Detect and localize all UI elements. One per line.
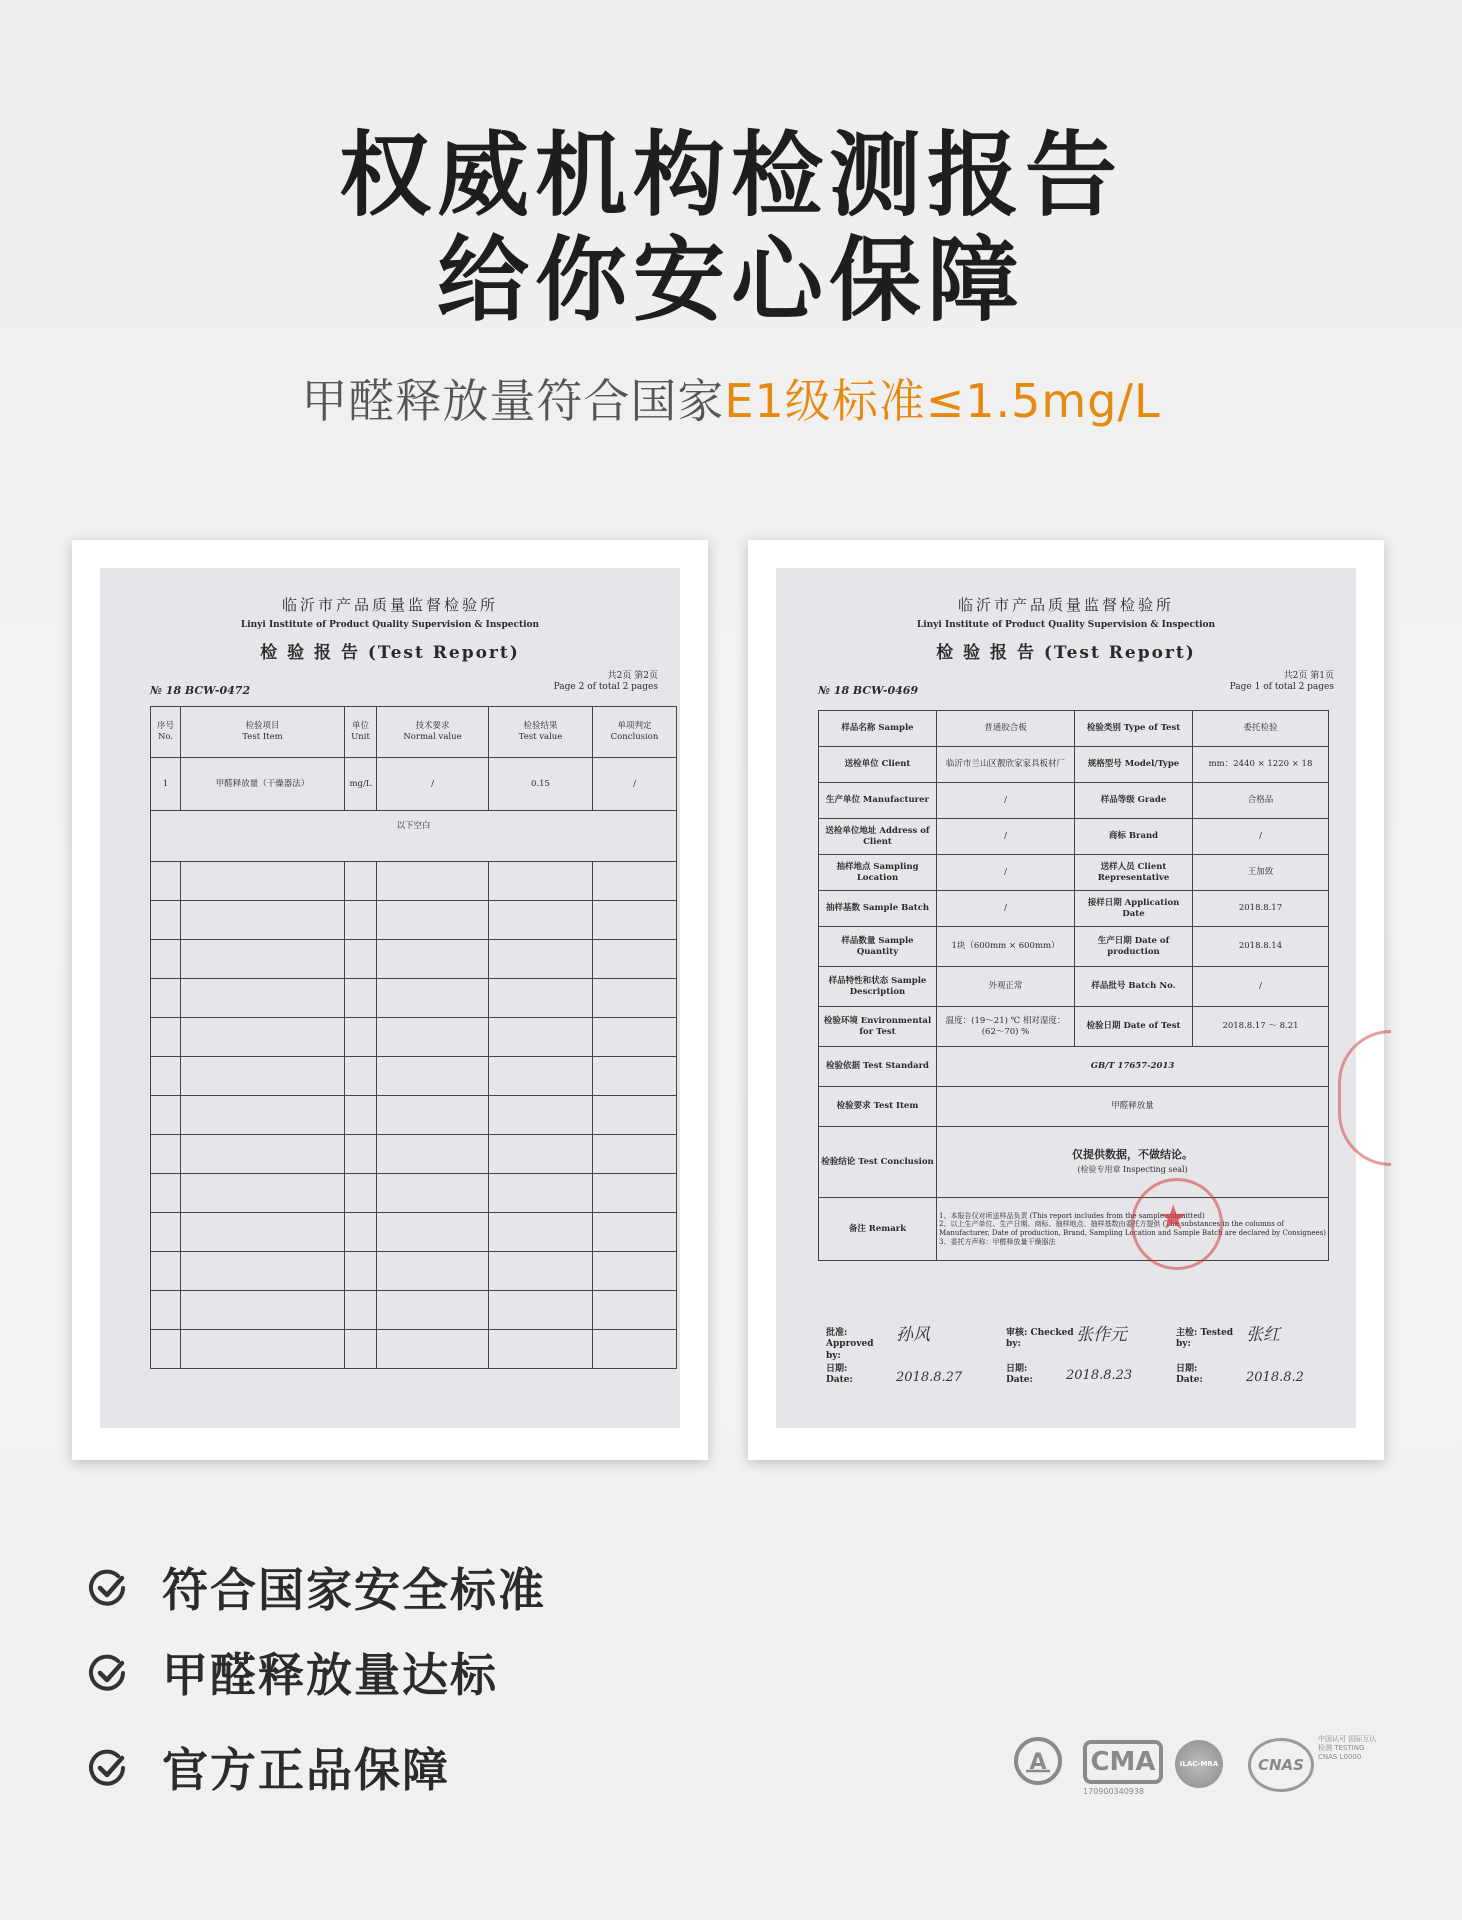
checked-label: 审核: Checked by: bbox=[1006, 1328, 1074, 1350]
remark-line: 2、以上生产单位、生产日期、商标、抽样地点、抽样基数由委托方提供 (The substances in the columns of Manufacturer, Date of production, Brand, Sampling Location and Sample Batch are declared by Consignees) bbox=[939, 1220, 1326, 1237]
blank-row bbox=[151, 979, 677, 1018]
checked-signature: 张作元 bbox=[1076, 1325, 1127, 1345]
report-title: 检 验 报 告 (Test Report) bbox=[936, 643, 1196, 663]
check-circle-icon bbox=[88, 1568, 128, 1608]
blank-row bbox=[151, 862, 677, 901]
report-card-right bbox=[748, 540, 1384, 1460]
check-circle-icon bbox=[88, 1748, 128, 1788]
page-subtitle: 给你安心保障 bbox=[436, 227, 1025, 334]
blank-row bbox=[151, 1174, 677, 1213]
blank-row bbox=[151, 1018, 677, 1057]
table-row: 送检单位 Client 临沂市兰山区靓欣家家具板材厂 规格型号 Model/Type mm：2440 × 1220 × 18 bbox=[819, 747, 1329, 783]
blank-note: 以下空白 bbox=[151, 811, 677, 862]
check-circle-icon bbox=[88, 1653, 128, 1693]
header-cell: 检验项目 Test Item bbox=[181, 707, 345, 758]
blank-row bbox=[151, 940, 677, 979]
report-card-left bbox=[72, 540, 708, 1460]
page-count-en: Page 1 of total 2 pages bbox=[1229, 682, 1334, 692]
blank-row bbox=[151, 1057, 677, 1096]
checked-date: 2018.8.23 bbox=[1066, 1368, 1133, 1383]
approved-signature: 孙风 bbox=[896, 1325, 930, 1345]
tested-label: 主检: Tested by: bbox=[1176, 1328, 1234, 1350]
star-icon: ★ bbox=[1158, 1198, 1189, 1238]
cma-number: 170900340938 bbox=[1083, 1787, 1145, 1796]
page-count-en: Page 2 of total 2 pages bbox=[553, 682, 658, 692]
cal-logo bbox=[1010, 1735, 1066, 1791]
feature-text: 官方正品保障 bbox=[162, 1743, 450, 1797]
table-row: 样品数量 Sample Quantity 1块（600mm × 600mm） 生产日期 Date of production 2018.8.14 bbox=[819, 927, 1329, 967]
institute-name-en: Linyi Institute of Product Quality Supervision & Inspection bbox=[240, 620, 540, 630]
page-title: 权威机构检测报告 bbox=[338, 122, 1123, 229]
tested-signature: 张红 bbox=[1246, 1325, 1280, 1345]
ilac-mra-logo: ILAC-MRA bbox=[1175, 1740, 1223, 1788]
institute-name: 临沂市产品质量监督检验所 bbox=[281, 596, 498, 614]
table-header-row bbox=[151, 707, 677, 758]
cell-value: 0.15 bbox=[489, 758, 593, 811]
cnas-logo: CNAS bbox=[1248, 1738, 1314, 1792]
blank-row bbox=[151, 1291, 677, 1330]
feature-text: 甲醛释放量达标 bbox=[162, 1648, 498, 1702]
table-row: 检验结论 Test Conclusion 仅提供数据，不做结论。 (检验专用章 Inspecting seal) bbox=[819, 1127, 1329, 1198]
header-cell: 序号 No. bbox=[151, 707, 181, 758]
cell-item: 甲醛释放量（干燥器法） bbox=[181, 758, 345, 811]
report-number: № 18 BCW-0472 bbox=[150, 684, 251, 697]
table-row: 样品特性和状态 Sample Description 外观正常 样品批号 Batch No. / bbox=[819, 967, 1329, 1007]
table-row: 生产单位 Manufacturer / 样品等级 Grade 合格品 bbox=[819, 783, 1329, 819]
result-table bbox=[150, 706, 677, 1369]
table-row: 检验依据 Test Standard GB/T 17657-2013 bbox=[819, 1047, 1329, 1087]
header-cell: 检验结果 Test value bbox=[489, 707, 593, 758]
tagline-text: 甲醛释放量符合国家 bbox=[301, 374, 725, 428]
feature-text: 符合国家安全标准 bbox=[162, 1563, 546, 1617]
header-cell: 技术要求 Normal value bbox=[377, 707, 489, 758]
checked-date-label: 日期: Date: bbox=[1006, 1364, 1033, 1386]
remark-line: 3、委托方声称：甲醛释放量干燥器法 bbox=[939, 1237, 1056, 1246]
table-row: 检验要求 Test Item 甲醛释放量 bbox=[819, 1087, 1329, 1127]
tested-date: 2018.8.2 bbox=[1246, 1370, 1304, 1385]
page-count: 共2页 第2页 bbox=[607, 671, 658, 681]
cal-icon bbox=[1010, 1735, 1066, 1791]
blank-row bbox=[151, 1252, 677, 1291]
info-table bbox=[818, 710, 1329, 1261]
blank-row bbox=[151, 901, 677, 940]
table-row: 检验环境 Environmental for Test 温度：(19～21) ℃ 相对湿度：(62～70) % 检验日期 Date of Test 2018.8.17 ～ 8.21 bbox=[819, 1007, 1329, 1047]
table-row: 抽样地点 Sampling Location / 送样人员 Client Representative 王加致 bbox=[819, 855, 1329, 891]
table-row: 样品名称 Sample 普通胶合板 检验类别 Type of Test 委托检验 bbox=[819, 711, 1329, 747]
cma-logo: CMA bbox=[1083, 1740, 1163, 1784]
header-cell: 单位 Unit bbox=[345, 707, 377, 758]
approved-label: 批准: Approved by: bbox=[826, 1328, 874, 1361]
tagline-accent: E1级标准≤1.5mg/L bbox=[724, 374, 1161, 428]
page-count: 共2页 第1页 bbox=[1283, 671, 1334, 681]
blank-row bbox=[151, 1096, 677, 1135]
approved-date: 2018.8.27 bbox=[896, 1370, 963, 1385]
institute-name: 临沂市产品质量监督检验所 bbox=[957, 596, 1174, 614]
cell-unit: mg/L bbox=[345, 758, 377, 811]
cell-conclusion: / bbox=[593, 758, 677, 811]
tested-date-label: 日期: Date: bbox=[1176, 1364, 1203, 1386]
standard-tagline bbox=[0, 374, 1462, 428]
table-note-row bbox=[151, 811, 677, 862]
institute-name-en: Linyi Institute of Product Quality Supervision & Inspection bbox=[916, 620, 1216, 630]
table-row: 送检单位地址 Address of Client / 商标 Brand / bbox=[819, 819, 1329, 855]
blank-row bbox=[151, 1330, 677, 1369]
header-cell: 单项判定 Conclusion bbox=[593, 707, 677, 758]
blank-row bbox=[151, 1213, 677, 1252]
report-paper-left bbox=[100, 568, 680, 1428]
svg-text:A: A bbox=[1029, 1750, 1047, 1775]
seal-caption: (检验专用章 Inspecting seal) bbox=[1077, 1165, 1188, 1174]
table-row bbox=[151, 758, 677, 811]
blank-row bbox=[151, 1135, 677, 1174]
cell-no: 1 bbox=[151, 758, 181, 811]
red-seal-stamp bbox=[1131, 1178, 1223, 1270]
table-row: 备注 Remark 1、本报告仅对所送样品负责 (This report includes from the sample submitted) 2、以上生产单位、生产日期、商标、抽样地点、抽样基数由委托方提供 (The substances in the columns of Manufacturer, Date of production, Brand, Sampling Location and Sample Batch are declared by Consignees) 3、委托方声称：甲醛释放量干燥器法 bbox=[819, 1198, 1329, 1261]
approved-date-label: 日期: Date: bbox=[826, 1364, 853, 1386]
table-row: 抽样基数 Sample Batch / 接样日期 Application Date 2018.8.17 bbox=[819, 891, 1329, 927]
remark-line: 1、本报告仅对所送样品负责 (This report includes from the sample submitted) bbox=[939, 1211, 1205, 1220]
cell-normal: / bbox=[377, 758, 489, 811]
report-paper-right bbox=[776, 568, 1356, 1428]
report-title: 检 验 报 告 (Test Report) bbox=[260, 643, 520, 663]
cnas-caption: 中国认可 国际互认 检测 TESTING CNAS L0000 bbox=[1318, 1735, 1377, 1762]
conclusion-text: 仅提供数据，不做结论。 bbox=[1072, 1148, 1193, 1162]
report-number: № 18 BCW-0469 bbox=[818, 684, 919, 697]
